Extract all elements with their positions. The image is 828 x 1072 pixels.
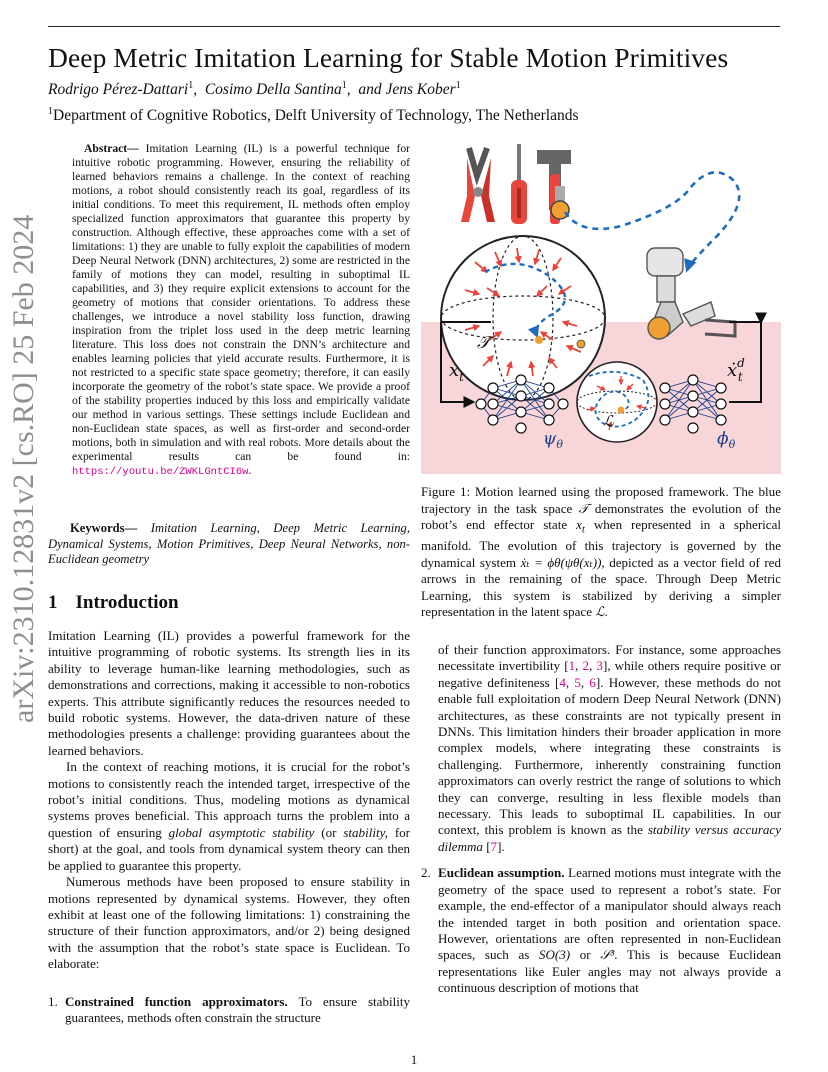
author-1-affil: 1 — [188, 80, 194, 91]
list-item-1-title: Constrained function approximators. — [65, 994, 288, 1009]
abstract-text: Imitation Learning (IL) is a powerful technique for intuitive robotic programming. However, ensuring the reliability of learned behaviors remains a challenge. In the context of reaching motions, a robot should consistently reach its goal, regardless of its initial conditions. To meet this requirement, IL methods often employ specialized function approximators that guarantee this property by construction. Although effective, these approaches come with a set of limitations: 1) they are unable to fully exploit the capabilities of modern Deep Neural Network (DNN) architectures, 2) some are restricted in the family of motions they can model, resulting in suboptimal IL capabilities, and 3) they require explicit extensions to account for the geometry of motions that consider orientations. To address these challenges, we introduce a novel stability loss function, drawing inspiration from the triplet loss used in the deep metric learning literature. This loss does not constrain the DNN’s architecture and enables learning policies that yield accurate results. Furthermore, it is not restricted to a specific state space geometry; therefore, it can easily incorporate the geometry of the robot’s state space. We provide a proof of the stability properties induced by this loss and empirically validate our method in various settings. These settings include Euclidean and non-Euclidean state spaces, as well as first-order and second-order motions, both in simulation and with real robots. More details about the experimental results can be found in: — [72, 142, 410, 463]
screwdriver-icon — [511, 144, 527, 224]
task-space-label: 𝒯 — [477, 333, 491, 353]
affiliation: $^1$Department of Cognitive Robotics, Delft University of Technology, The Netherlands — [48, 106, 579, 125]
latent-space-sphere — [577, 362, 657, 442]
latent-space-label: ℒ — [603, 412, 614, 430]
author-and: and — [358, 81, 382, 99]
pliers-icon — [461, 148, 495, 222]
arxiv-stamp: arXiv:2310.12831v2 [cs.RO] 25 Feb 2024 — [7, 214, 40, 723]
section-title: Introduction — [75, 592, 179, 613]
abstract-heading: Abstract — [84, 142, 128, 155]
state-label: $x_t$ — [449, 360, 464, 384]
intro-paragraph-2: In the context of reaching motions, it is crucial for the robot’s motions to consistently reach the intended target, irrespective of the robot’s initial conditions. Thus, modeling motions as dynamical systems proves beneficial. This approach turns the problem into a question of ensuring global asymptotic stability (or stability, for short) at the goal, and tools from dynamical system theory can then be applied to guarantee this property. — [48, 759, 411, 873]
list-item-1-continued: of their function approximators. For instance, some approaches necessitate invertibility [1, 2, 3], while others require positive or negative definiteness [4, 5, 6]. However, these methods do not enable full exploitation of modern Deep Neural Network (DNN) architectures, as these constraints are not typically present in DNNs. This limitation hinders their broader application in more complex models, where integrating these constraints is challenging. Furthermore, inherently constraining function approximators can overly restrict the range of solutions to which they can converge, resulting in less flexible models than necessary. This leads to suboptimal IL capabilities. In our context, this problem is known as the stability versus accuracy dilemma [7]. — [438, 642, 782, 854]
citation-5[interactable]: 5 — [574, 674, 581, 690]
author-1: Rodrigo Pérez-Dattari — [48, 81, 189, 99]
citation-7[interactable]: 7 — [490, 838, 498, 854]
section-heading — [48, 592, 179, 614]
author-3: Jens Kober — [385, 81, 456, 99]
figure-caption: Figure 1: Motion learned using the proposed framework. The blue trajectory in the task space 𝒯 demonstrates the evolution of the robot’s end effector state $x_t$ when represented in a spherical manifold. The evolution of this trajectory is governed by the dynamical system ẋₜ = ϕθ(ψθ(xₜ)), depicted as a vector field of red arrows in the remaining of the space. Through Deep Metric Learning, this system is stabilized by deriving a simpler representation in the latent space ℒ. — [421, 484, 782, 620]
author-2: Cosimo Della Santina — [204, 81, 342, 99]
right-column — [421, 642, 781, 997]
citation-2[interactable]: 2 — [582, 658, 590, 674]
keywords: Keywords— Imitation Learning, Deep Metric Learning, Dynamical Systems, Motion Primitives, Deep Neural Networks, non-Euclidean geometry — [48, 521, 410, 566]
abstract: Abstract— Imitation Learning (IL) is a powerful technique for intuitive robotic programming. However, ensuring the reliability of learned behaviors remains a challenge. In the context of reaching motions, a robot should consistently reach its goal, regardless of its initial conditions. To meet this requirement, IL methods often employ specialized function approximators that guarantee this property by construction. Although effective, these approaches come with a set of limitations: 1) they are unable to fully exploit the capabilities of modern Deep Neural Network (DNN) architectures, 2) some are restricted in the family of motions they can model, resulting in suboptimal IL capabilities, and 3) they require explicit extensions to account for the geometry of motions that consider orientations. To address these challenges, we introduce a novel stability loss function, drawing inspiration from the triplet loss used in the deep metric learning literature. This loss does not constrain the DNN’s architecture and enables learning policies that yield accurate results. Furthermore, it is not restricted to a specific state space geometry; therefore, it can easily incorporate the geometry of the robot’s state space. We provide a proof of the stability properties induced by this loss and empirically validate our method in various settings. These settings include Euclidean and non-Euclidean state spaces, as well as first-order and second-order motions, both in simulation and with real robots. More details about the experimental results can be found in: https://youtu.be/ZWKLGntCI6w. — [72, 142, 410, 478]
intro-paragraph-3: Numerous methods have been proposed to ensure stability in motions represented by dynamical systems. However, they often exhibit at least one of the following limitations: 1) constraining the structure of their function approximators, and/or 2) being designed with the assumption that the robot’s state space is Euclidean. To elaborate: — [48, 874, 410, 972]
list-item-2-title: Euclidean assumption. — [438, 865, 565, 881]
list-item-2: 2. Euclidean assumption. Learned motions must integrate with the geometry of the space used to represent a robot’s state. For example, the end-effector of a manipulator should always reach the intended target in both position and orientation space. However, orientations are often represented in non-Euclidean spaces, such as SO(3) or 𝒮³. This is because Euclidean representations like Euler angles may not always provide a continuous description of motions that — [421, 865, 782, 996]
citation-1[interactable]: 1 — [568, 658, 576, 674]
velocity-label: ẋ$^d$ t — [727, 356, 745, 384]
citation-4[interactable]: 4 — [559, 674, 566, 690]
citation-6[interactable]: 6 — [589, 674, 596, 690]
author-list: Rodrigo Pérez-Dattari$^1$, Cosimo Della Santina$^1$, and Jens Kober$^1$ — [48, 80, 461, 99]
intro-column — [48, 628, 410, 973]
keywords-text: Imitation Learning, Deep Metric Learning, Dynamical Systems, Motion Primitives, Deep Neural Networks, non-Euclidean geometry — [48, 521, 410, 566]
intro-paragraph-1: Imitation Learning (IL) provides a powerful framework for the intuitive programming of robotic systems. Its strength lies in its ability to leverage human-like learning methodologies, such as demonstrations and corrections, making it accessible to non-robotics experts. This attribute significantly reduces the resources needed to build robotic systems. However, the data-driven nature of these methodologies presents a challenge: providing guarantees about the learned behaviors. — [48, 628, 410, 758]
list-item-1: 1. Constrained function approximators. To ensure stability guarantees, methods often constrain the structure — [48, 994, 410, 1026]
section-number: 1 — [48, 592, 58, 613]
video-link[interactable]: https://youtu.be/ZWKLGntCI6w — [72, 466, 249, 478]
citation-3[interactable]: 3 — [596, 658, 603, 674]
encoder-label: $\psi_\theta$ — [543, 429, 563, 451]
top-rule — [48, 26, 780, 27]
decoder-label: $\phi_\theta$ — [717, 429, 736, 451]
keywords-heading: Keywords — [70, 521, 125, 535]
author-3-affil: 1 — [455, 80, 461, 91]
page-number: 1 — [410, 1052, 418, 1067]
author-2-affil: 1 — [341, 80, 347, 91]
paper-title: Deep Metric Imitation Learning for Stable Motion Primitives — [48, 42, 729, 73]
figure-1 — [421, 140, 781, 480]
